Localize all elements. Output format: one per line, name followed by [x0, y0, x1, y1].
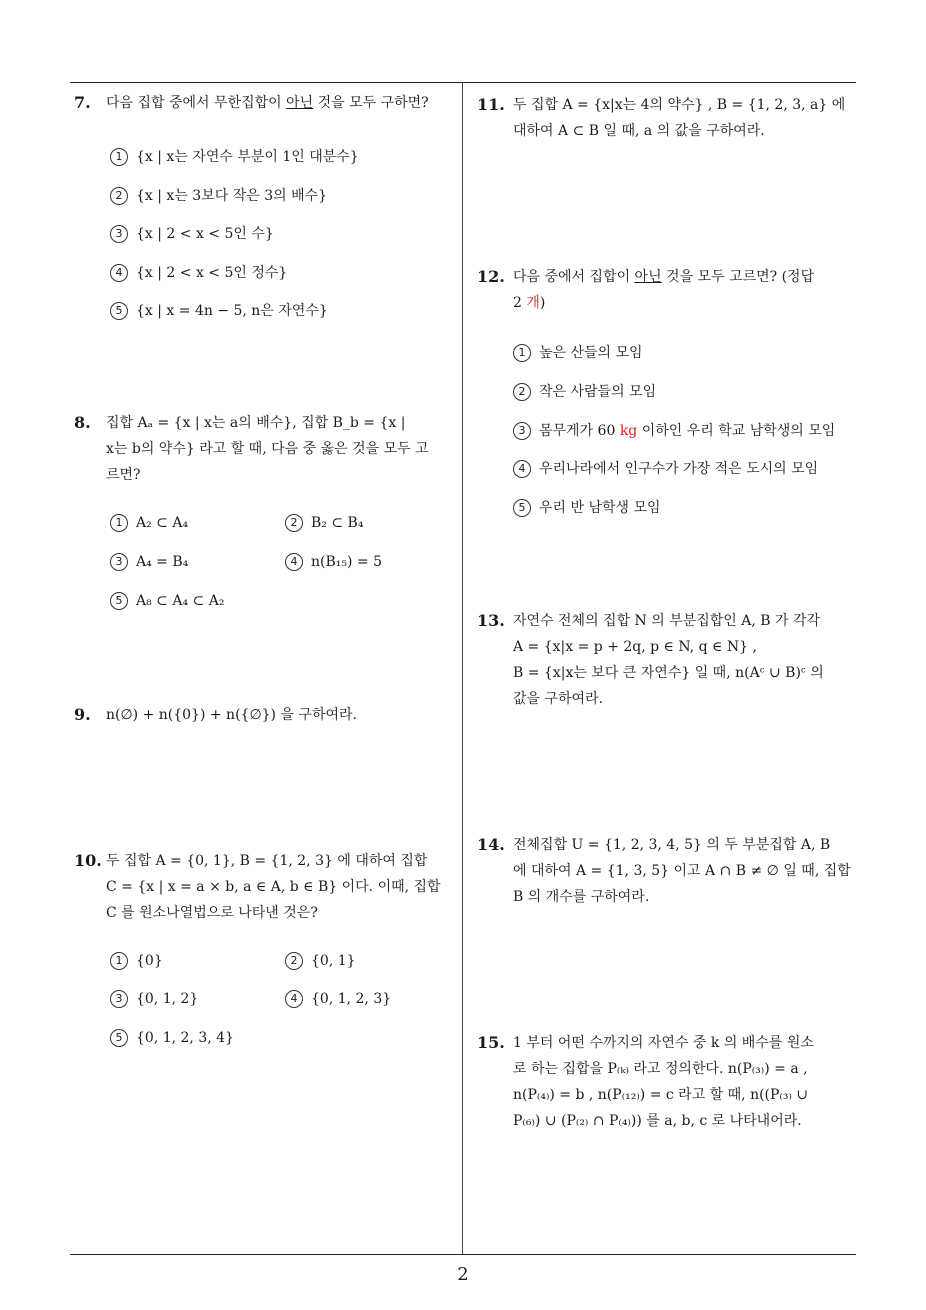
bottom-rule: [70, 1254, 856, 1255]
circled-number: 1: [110, 952, 128, 970]
circled-number: 3: [110, 990, 128, 1008]
circled-number: 2: [513, 383, 531, 401]
circled-number: 5: [110, 592, 128, 610]
circled-number: 5: [513, 499, 531, 517]
question-number: 13.: [477, 611, 505, 630]
question-9: [74, 702, 458, 728]
question-number: 8.: [74, 413, 91, 432]
choice-4[interactable]: 4 {0, 1, 2, 3}: [285, 990, 391, 1008]
choice-1[interactable]: 1 {x | x는 자연수 부분이 1인 대분수}: [110, 146, 359, 166]
question-text: 다음 집합 중에서 무한집합이 아닌 것을 모두 구하면?: [106, 95, 429, 111]
question-text: n(∅) + n({0}) + n({∅}) 을 구하여라.: [106, 707, 357, 723]
question-text: 집합 Aₐ = {x | x는 a의 배수}, 집합 B_b = {x | x는 b의 약수} 라고 할 때, 다음 중 옳은 것을 모두 고 르면?: [106, 415, 429, 483]
circled-number: 2: [285, 952, 303, 970]
question-text: 자연수 전체의 집합 N 의 부분집합인 A, B 가 각각 A = {x|x = p + 2q, p ∈ N, q ∈ N} , B = {x|x는 보다 큰 자연수} 일 때, n(Aᶜ ∪ B)ᶜ 의 값을 구하여라.: [513, 613, 824, 707]
question-number: 15.: [477, 1033, 505, 1052]
choice-3[interactable]: 3 {0, 1, 2}: [110, 990, 198, 1008]
question-10: [74, 848, 458, 926]
circled-number: 5: [110, 302, 128, 320]
column-divider: [462, 83, 463, 1254]
choice-2[interactable]: 2 {x | x는 3보다 작은 3의 배수}: [110, 185, 327, 205]
question-number: 12.: [477, 267, 505, 286]
question-number: 14.: [477, 835, 505, 854]
choice-5[interactable]: 5 {x | x = 4n − 5, n은 자연수}: [110, 300, 328, 320]
choice-4[interactable]: 4 {x | 2 < x < 5인 정수}: [110, 262, 287, 282]
circled-number: 1: [110, 148, 128, 166]
choice-2[interactable]: 2 B₂ ⊂ B₄: [285, 514, 363, 532]
underlined-word: 아닌: [634, 269, 662, 285]
choice-5[interactable]: 5 {0, 1, 2, 3, 4}: [110, 1029, 234, 1047]
question-text: 전체집합 U = {1, 2, 3, 4, 5} 의 두 부분집합 A, B 에 대하여 A = {1, 3, 5} 이고 A ∩ B ≠ ∅ 일 때, 집합 B 의 개수를 구하여라.: [513, 837, 851, 905]
question-number: 11.: [477, 95, 505, 114]
choice-1[interactable]: 1 A₂ ⊂ A₄: [110, 514, 188, 532]
circled-number: 2: [285, 514, 303, 532]
circled-number: 4: [285, 990, 303, 1008]
circled-number: 4: [513, 460, 531, 478]
question-7: [74, 90, 454, 116]
question-number: 7.: [74, 93, 91, 112]
question-12: [477, 264, 861, 316]
page-number: 2: [457, 1264, 469, 1285]
question-14: [477, 832, 861, 910]
circled-number: 3: [110, 553, 128, 571]
choice-5[interactable]: 5 A₈ ⊂ A₄ ⊂ A₂: [110, 592, 224, 610]
top-rule: [70, 82, 856, 83]
choice-3[interactable]: 3 A₄ = B₄: [110, 553, 188, 571]
choice-1[interactable]: 1 {0}: [110, 952, 163, 970]
underlined-word: 아닌: [286, 95, 314, 111]
circled-number: 4: [110, 264, 128, 282]
choice-4[interactable]: 4 우리나라에서 인구수가 가장 적은 도시의 모임: [513, 458, 818, 478]
question-8: [74, 410, 458, 488]
circled-number: 3: [513, 422, 531, 440]
circled-number: 4: [285, 553, 303, 571]
choice-3[interactable]: 3 {x | 2 < x < 5인 수}: [110, 223, 274, 243]
question-text: 다음 중에서 집합이 아닌 것을 모두 고르면? (정답 2 개): [513, 269, 815, 311]
highlighted-unit: kg: [619, 423, 638, 439]
question-11: [477, 92, 861, 144]
question-15: [477, 1030, 861, 1134]
choice-4[interactable]: 4 n(B₁₅) = 5: [285, 553, 382, 571]
choice-3[interactable]: 3 몸무게가 60 kg 이하인 우리 학교 남학생의 모임: [513, 420, 835, 440]
question-text: 두 집합 A = {0, 1}, B = {1, 2, 3} 에 대하여 집합 C = {x | x = a × b, a ∈ A, b ∈ B} 이다. 이때, 집합 C 를 원소나열법으로 나타낸 것은?: [106, 853, 441, 921]
circled-number: 5: [110, 1029, 128, 1047]
question-text: 두 집합 A = {x|x는 4의 약수} , B = {1, 2, 3, a} 에 대하여 A ⊂ B 일 때, a 의 값을 구하여라.: [513, 97, 846, 139]
circled-number: 3: [110, 225, 128, 243]
choice-2[interactable]: 2 작은 사람들의 모임: [513, 381, 656, 401]
question-number: 10.: [74, 851, 102, 870]
highlighted-unit: 개: [526, 295, 540, 311]
choice-5[interactable]: 5 우리 반 남학생 모임: [513, 497, 661, 517]
circled-number: 1: [110, 514, 128, 532]
choice-2[interactable]: 2 {0, 1}: [285, 952, 356, 970]
question-13: [477, 608, 861, 712]
question-number: 9.: [74, 705, 91, 724]
circled-number: 1: [513, 344, 531, 362]
circled-number: 2: [110, 187, 128, 205]
choice-1[interactable]: 1 높은 산들의 모임: [513, 342, 643, 362]
question-text: 1 부터 어떤 수까지의 자연수 중 k 의 배수를 원소 로 하는 집합을 P₍ₖ₎ 라고 정의한다. n(P₍₃₎) = a , n(P₍₄₎) = b , n(P₍₁₂₎) = c 라고 할 때, n((P₍₃₎ ∪ P₍₆₎) ∪ (P₍₂₎ ∩ P₍₄₎)) 를 a, b, c 로 나타내어라.: [513, 1035, 814, 1129]
